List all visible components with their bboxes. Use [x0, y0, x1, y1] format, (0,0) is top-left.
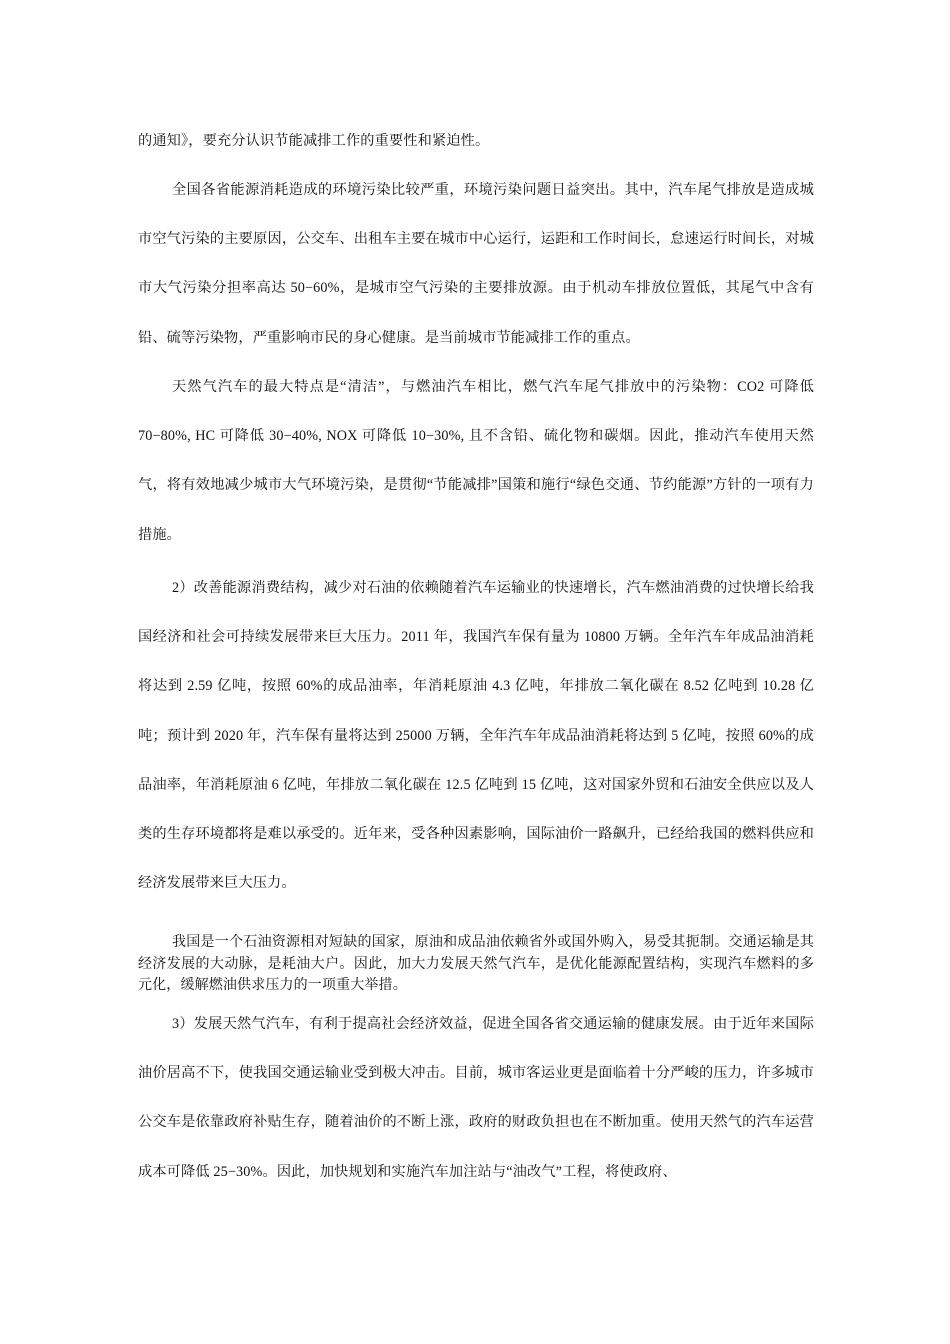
paragraph-economic-benefits: 3）发展天然气汽车，有利于提高社会经济效益，促进全国各省交通运输的健康发展。由于近年来国际油价居高不下，使我国交通运输业受到极大冲击。目前，城市客运业更是面临着十分严峻的压力，许多城市公交车是依靠政府补贴生存，随着油价的不断上涨，政府的财政负担也在不断加重。使用天然气的汽车运营成本可降低 25−30%。因此，加快规划和实施汽车加注站与“油改气”工程，将使政府、 — [138, 1016, 814, 1180]
paragraph-energy-structure: 2）改善能源消费结构，减少对石油的依赖随着汽车运输业的快速增长，汽车燃油消费的过快增长给我国经济和社会可持续发展带来巨大压力。2011 年，我国汽车保有量为 10800 万辆。全年汽车年成品油消耗将达到 2.59 亿吨，按照 60%的成品油率，年消耗原油 4.3 亿吨，年排放二氧化碳在 8.52 亿吨到 10.28 亿吨；预计到 2020 年，汽车保有量将达到 25000 万辆，全年汽车年成品油消耗将达到 5 亿吨，按照 60%的成品油率，年消耗原油 6 亿吨，年排放二氧化碳在 12.5 亿吨到 15 亿吨，这对国家外贸和石油安全供应以及人类的生存环境都将是难以承受的。近年来，受各种因素影响，国际油价一路飙升，已经给我国的燃料供应和经济发展带来巨大压力。 — [138, 580, 814, 892]
paragraph-oil-shortage: 我国是一个石油资源相对短缺的国家，原油和成品油依赖省外或国外购入，易受其扼制。交通运输是其经济发展的大动脉，是耗油大户。因此，加大力发展天然气汽车，是优化能源配置结构，实现汽车燃料的多元化，缓解燃油供求压力的一项重大举措。 — [138, 935, 814, 993]
paragraph-natural-gas-clean: 天然气汽车的最大特点是“清洁”，与燃油汽车相比，燃气汽车尾气排放中的污染物：CO2 可降低 70−80%, HC 可降低 30−40%, NOX 可降低 10−30%, 且不含铅、硫化物和碳烟。因此，推动汽车使用天然气，将有效地减少城市大气环境污染，是贯彻“节能减排”国策和施行“绿色交通、节约能源”方针的一项有力措施。 — [138, 379, 814, 543]
paragraph-notice-ending: 的通知》，要充分认识节能减排工作的重要性和紧迫性。 — [138, 133, 490, 149]
paragraph-environmental-pollution: 全国各省能源消耗造成的环境污染比较严重，环境污染问题日益突出。其中，汽车尾气排放是造成城市空气污染的主要原因，公交车、出租车主要在城市中心运行，运距和工作时间长，怠速运行时间长，对城市大气污染分担率高达 50−60%，是城市空气污染的主要排放源。由于机动车排放位置低，其尾气中含有铅、硫等污染物，严重影响市民的身心健康。是当前城市节能减排工作的重点。 — [138, 182, 814, 346]
